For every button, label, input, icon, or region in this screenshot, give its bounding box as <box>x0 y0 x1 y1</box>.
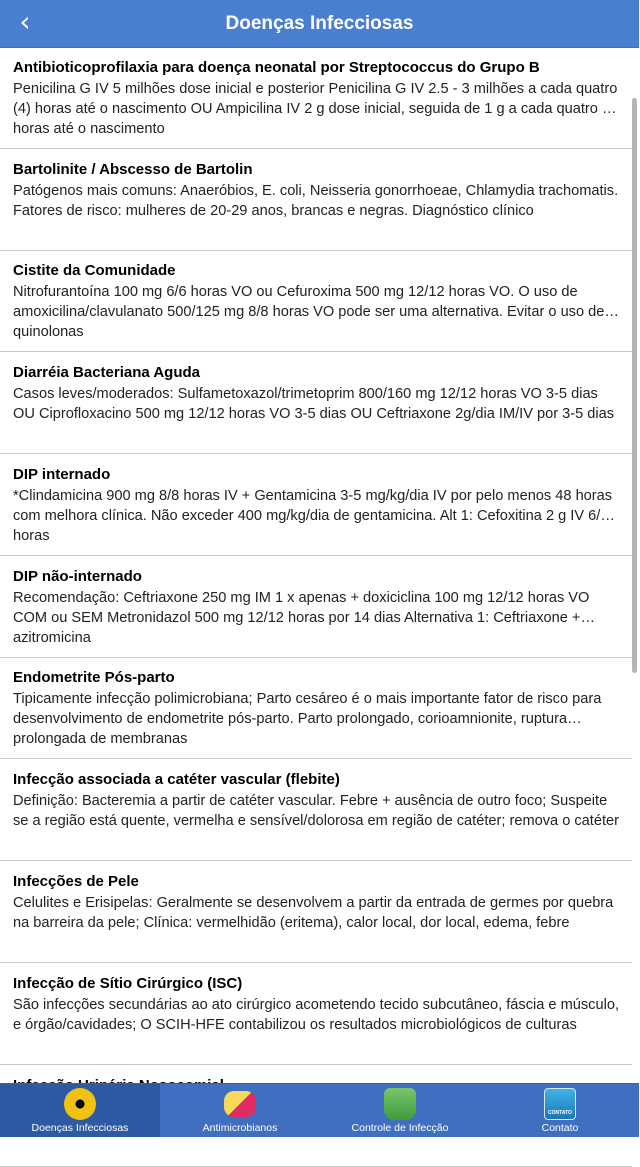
list-item-description: Definição: Bacteremia a partir de catéter vascular. Febre + ausência de outro foco; Suspeite se a região está quente, vermelha e sensível/dolorosa em região de catéter; remova o catéter <box>13 793 619 829</box>
list-item[interactable] <box>0 760 632 861</box>
tab-controle-de-infeccao[interactable] <box>320 1084 480 1137</box>
tab-label: Controle de Infecção <box>351 1122 449 1134</box>
list-item[interactable] <box>0 557 632 658</box>
list-item-title: Diarréia Bacteriana Aguda <box>13 364 201 381</box>
glove-icon <box>384 1088 416 1120</box>
list-item-description: Penicilina G IV 5 milhões dose inicial e posterior Penicilina G IV 2.5 - 3 milhões a cada quatro (4) horas até o nascimento OU Ampicilina IV 2 g dose inicial, seguida de 1 g a cada quatro (4) horas até o nascimento <box>13 81 620 137</box>
list-item-description: Nitrofurantoína 100 mg 6/6 horas VO ou Cefuroxima 500 mg 12/12 horas VO. O uso de amoxicilina/clavulanato 500/125 mg 8/8 horas VO pode ser uma alternativa. Evitar o uso de quinolonas <box>13 284 605 340</box>
navigation-bar <box>0 0 639 48</box>
scrollbar[interactable] <box>632 98 637 673</box>
list-item-description: Tipicamente infecção polimicrobiana; Parto cesáreo é o mais importante fator de risco para desenvolvimento de endometrite pós-parto. Parto prolongado, corioamnionite, ruptura prolongada de membranas <box>13 691 602 747</box>
list-item-description: *Clindamicina 900 mg 8/8 horas IV + Gentamicina 3-5 mg/kg/dia IV por pelo menos 48 horas com melhora clínica. Não exceder 400 mg/kg/dia de gentamicina. Alt 1: Cefoxitina 2 g IV 6/6 horas <box>13 488 613 544</box>
list-item[interactable] <box>0 48 632 149</box>
list-item-title: Infecção de Sítio Cirúrgico (ISC) <box>13 975 243 992</box>
list-item-title: DIP internado <box>13 466 111 483</box>
tab-bar <box>0 1083 639 1137</box>
list-item[interactable] <box>0 150 632 251</box>
list-item-title: Endometrite Pós-parto <box>13 669 175 686</box>
contact-icon <box>544 1088 576 1120</box>
tab-label: Contato <box>541 1122 579 1134</box>
list-item-title: Infecção associada a catéter vascular (flebite) <box>13 771 340 788</box>
list-item-description: Casos leves/moderados: Sulfametoxazol/trimetoprim 800/160 mg 12/12 horas VO 3-5 dias OU Ciprofloxacino 500 mg 12/12 horas VO 3-5 dias OU Ceftriaxone 2g/dia IM/IV por 3-5 dias <box>13 386 615 422</box>
list-item[interactable] <box>0 455 632 556</box>
list-item-title: DIP não-internado <box>13 568 142 585</box>
tab-doencas-infecciosas[interactable] <box>0 1084 160 1137</box>
list-item-description: Celulites e Erisipelas: Geralmente se desenvolvem a partir da entrada de germes por quebra na barreira da pele; Clínica: vermelhidão (eritema), calor local, dor local, edema, febre <box>13 895 614 931</box>
page-title: Doenças Infecciosas <box>225 13 414 34</box>
chevron-left-icon: ‹ <box>19 5 31 38</box>
list-item[interactable] <box>0 862 632 963</box>
radiation-icon <box>64 1088 96 1120</box>
list-item[interactable] <box>0 658 632 759</box>
list-item-description: Recomendação: Ceftriaxone 250 mg IM 1 x apenas + doxiciclina 100 mg 12/12 horas VO COM ou SEM Metronidazol 500 mg 12/12 horas por 14 dias Alternativa 1: Ceftriaxone + azitromicina <box>13 590 590 646</box>
contact-icon-text: CONTATO <box>548 1110 572 1116</box>
list-item-description: Patógenos mais comuns: Anaeróbios, E. coli, Neisseria gonorrhoeae, Chlamydia trachomatis. Fatores de risco: mulheres de 20-29 anos, brancas e negras. Diagnóstico clínico <box>13 183 619 219</box>
list-item-description: São infecções secundárias ao ato cirúrgico acometendo tecido subcutâneo, fáscia e músculo, e órgão/cavidades; O SCIH-HFE contabilizou os resultados microbiológicos de culturas <box>13 997 619 1033</box>
list-item-title: Cistite da Comunidade <box>13 262 176 279</box>
list-item-title: Bartolinite / Abscesso de Bartolin <box>13 161 253 178</box>
tab-antimicrobianos[interactable] <box>160 1084 320 1137</box>
disease-list[interactable] <box>0 48 639 1083</box>
tab-label: Doenças Infecciosas <box>31 1122 129 1134</box>
tab-label: Antimicrobianos <box>202 1122 278 1134</box>
list-item[interactable] <box>0 964 632 1065</box>
list-item-title: Antibioticoprofilaxia para doença neonatal por Streptococcus do Grupo B <box>13 59 540 76</box>
list-item-title: Infecções de Pele <box>13 873 139 890</box>
list-item[interactable] <box>0 353 632 454</box>
list-item[interactable] <box>0 251 632 352</box>
tab-contato[interactable] <box>480 1084 640 1137</box>
pill-icon <box>224 1091 256 1117</box>
